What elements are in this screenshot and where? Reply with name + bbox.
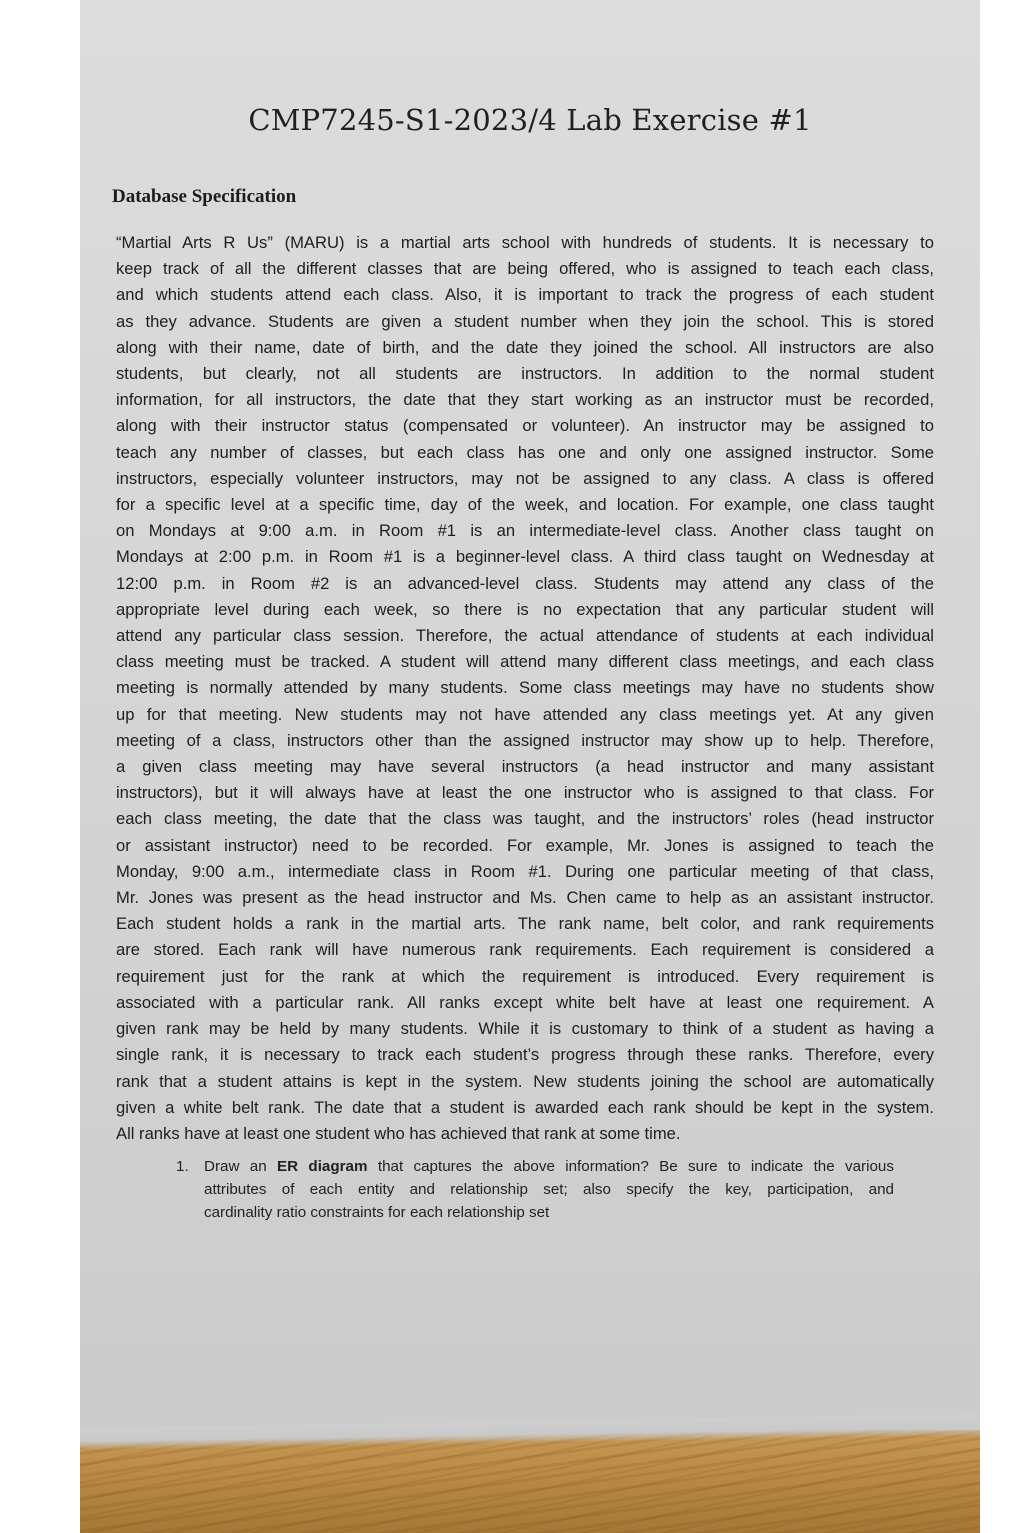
question-emphasis: ER diagram xyxy=(277,1158,368,1175)
specification-paragraph xyxy=(116,230,934,1147)
paragraph-line: on Mondays at 9:00 a.m. in Room #1 is an intermediate-level class. Another class taught on xyxy=(116,521,934,541)
paragraph-line: are stored. Each rank will have numerous rank requirements. Each requirement is considered a xyxy=(116,940,934,960)
paragraph-line: 12:00 p.m. in Room #2 is an advanced-level class. Students may attend any class of the xyxy=(116,573,934,593)
section-heading: Database Specification xyxy=(112,186,297,207)
paragraph-line: each class meeting, the date that the class was taught, and the instructors’ roles (head instructor xyxy=(116,809,934,829)
paragraph-line: and which students attend each class. Also, it is important to track the progress of each student xyxy=(116,285,934,305)
document-photo xyxy=(80,0,980,1533)
paragraph-line: Monday, 9:00 a.m., intermediate class in Room #1. During one particular meeting of that class, xyxy=(116,861,934,881)
paragraph-line: meeting is normally attended by many students. Some class meetings may have no students show xyxy=(116,678,934,698)
paragraph-line: associated with a particular rank. All ranks except white belt have at least one requirement. A xyxy=(116,992,934,1012)
paragraph-line: Each student holds a rank in the martial arts. The rank name, belt color, and rank requirements xyxy=(116,914,934,934)
paragraph-line: instructors, especially volunteer instructors, may not be assigned to any class. A class is offered xyxy=(116,468,934,488)
paragraph-line: rank that a student attains is kept in the system. New students joining the school are automatically xyxy=(116,1071,934,1091)
paragraph-line: information, for all instructors, the date that they start working as an instructor must be recorded, xyxy=(116,390,934,410)
paragraph-line: requirement just for the rank at which the requirement is introduced. Every requirement is xyxy=(116,966,934,986)
paragraph-line: given rank may be held by many students. While it is customary to think of a student as having a xyxy=(116,1019,934,1039)
paragraph-line: keep track of all the different classes that are being offered, who is assigned to teach each class, xyxy=(116,259,934,279)
paragraph-line: given a white belt rank. The date that a student is awarded each rank should be kept in the system. xyxy=(116,1097,934,1117)
paragraph-line: as they advance. Students are given a student number when they join the school. This is stored xyxy=(116,311,934,331)
paragraph-line: single rank, it is necessary to track each student’s progress through these ranks. Therefore, every xyxy=(116,1045,934,1065)
paragraph-line: attend any particular class session. Therefore, the actual attendance of students at each individual xyxy=(116,626,934,646)
question-prefix: Draw an xyxy=(204,1158,267,1175)
question-line xyxy=(204,1155,894,1178)
paragraph-line: a given class meeting may have several instructors (a head instructor and many assistant xyxy=(116,757,934,777)
paragraph-line: instructors), but it will always have at least the one instructor who is assigned to that class. For xyxy=(116,783,934,803)
question-text xyxy=(204,1155,894,1224)
paragraph-line: up for that meeting. New students may not have attended any class meetings yet. At any given xyxy=(116,704,934,724)
paragraph-line: along with their name, date of birth, and the date they joined the school. All instructors are also xyxy=(116,337,934,357)
paragraph-line: All ranks have at least one student who has achieved that rank at some time. xyxy=(116,1123,681,1143)
paragraph-line: “Martial Arts R Us” (MARU) is a martial arts school with hundreds of students. It is necessary to xyxy=(116,233,934,252)
paragraph-line: along with their instructor status (compensated or volunteer). An instructor may be assigned to xyxy=(116,416,934,436)
question-number: 1. xyxy=(176,1158,189,1175)
paragraph-line: students, but clearly, not all students are instructors. In addition to the normal student xyxy=(116,364,934,384)
paragraph-line: meeting of a class, instructors other than the assigned instructor may show up to help. Therefore, xyxy=(116,730,934,750)
paragraph-line: teach any number of classes, but each class has one and only one assigned instructor. Some xyxy=(116,442,934,462)
document-title: CMP7245-S1-2023/4 Lab Exercise #1 xyxy=(248,103,812,137)
paragraph-line: appropriate level during each week, so there is no expectation that any particular student will xyxy=(116,599,934,619)
paragraph-line: Mr. Jones was present as the head instructor and Ms. Chen came to help as an assistant instructor. xyxy=(116,888,934,908)
paragraph-line: or assistant instructor) need to be recorded. For example, Mr. Jones is assigned to teach the xyxy=(116,835,934,855)
paragraph-line: Mondays at 2:00 p.m. in Room #1 is a beginner-level class. A third class taught on Wednesday at xyxy=(116,547,934,567)
paragraph-line: for a specific level at a specific time, day of the week, and location. For example, one class taught xyxy=(116,495,934,515)
paragraph-line: class meeting must be tracked. A student will attend many different class meetings, and each class xyxy=(116,652,934,672)
question-line: attributes of each entity and relationship set; also specify the key, participation, and xyxy=(204,1181,894,1198)
question-suffix: that captures the above information? Be sure to indicate the various xyxy=(377,1158,894,1175)
question-line: cardinality ratio constraints for each relationship set xyxy=(204,1204,550,1221)
